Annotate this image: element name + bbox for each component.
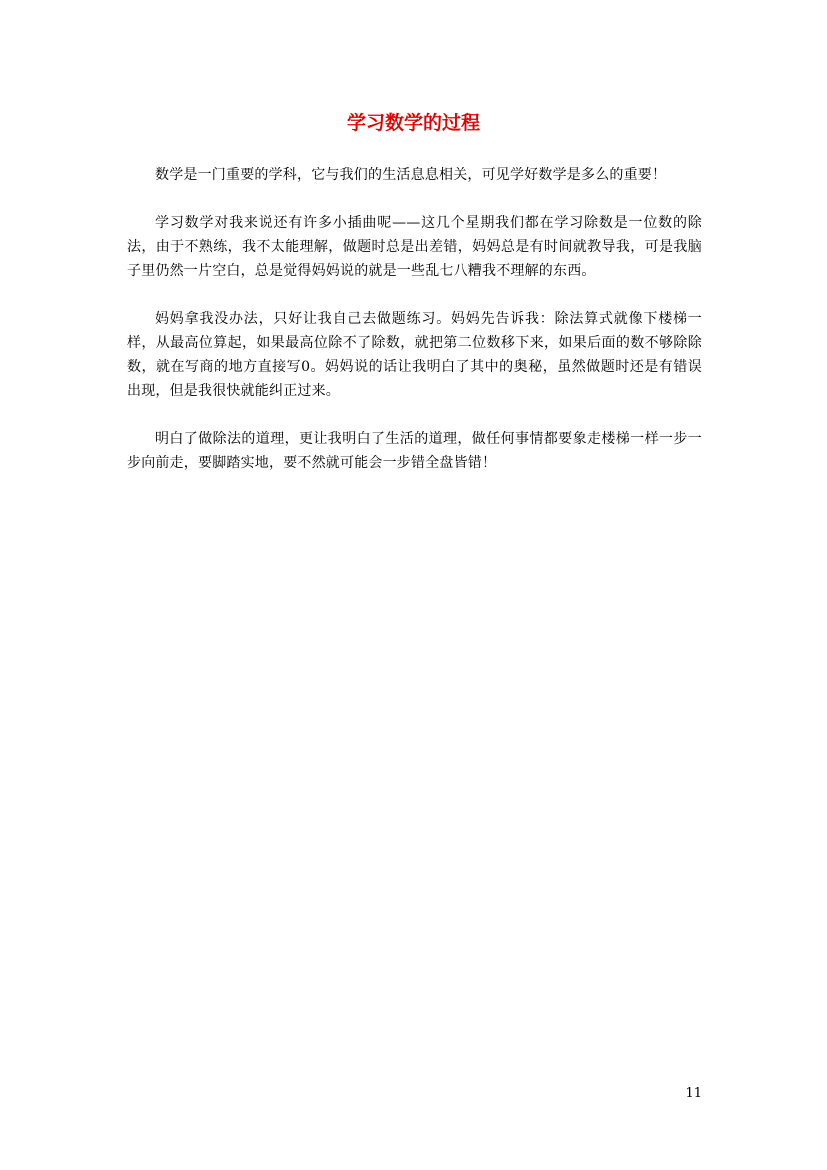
document-body: [127, 163, 702, 499]
paragraph-3: 妈妈拿我没办法，只好让我自己去做题练习。妈妈先告诉我：除法算式就像下楼梯一样，从最高位算起，如果最高位除不了除数，就把第二位数移下来，如果后面的数不够除除数，就在写商的地方直接写0。妈妈说的话让我明白了其中的奥秘，虽然做题时还是有错误出现，但是我很快就能纠正过来。: [127, 311, 702, 399]
paragraph-1: 数学是一门重要的学科，它与我们的生活息息相关，可见学好数学是多么的重要！: [155, 167, 667, 183]
page-number: 11: [685, 1086, 702, 1101]
paragraph-4: 明白了做除法的道理，更让我明白了生活的道理，做任何事情都要象走楼梯一样一步一步向前走，要脚踏实地，要不然就可能会一步错全盘皆错！: [127, 431, 702, 471]
paragraph-2: 学习数学对我来说还有许多小插曲呢——这几个星期我们都在学习除数是一位数的除法，由于不熟练，我不太能理解，做题时总是出差错，妈妈总是有时间就教导我，可是我脑子里仍然一片空白，总是觉得妈妈说的就是一些乱七八糟我不理解的东西。: [127, 215, 702, 279]
document-title: 学习数学的过程: [346, 112, 480, 134]
